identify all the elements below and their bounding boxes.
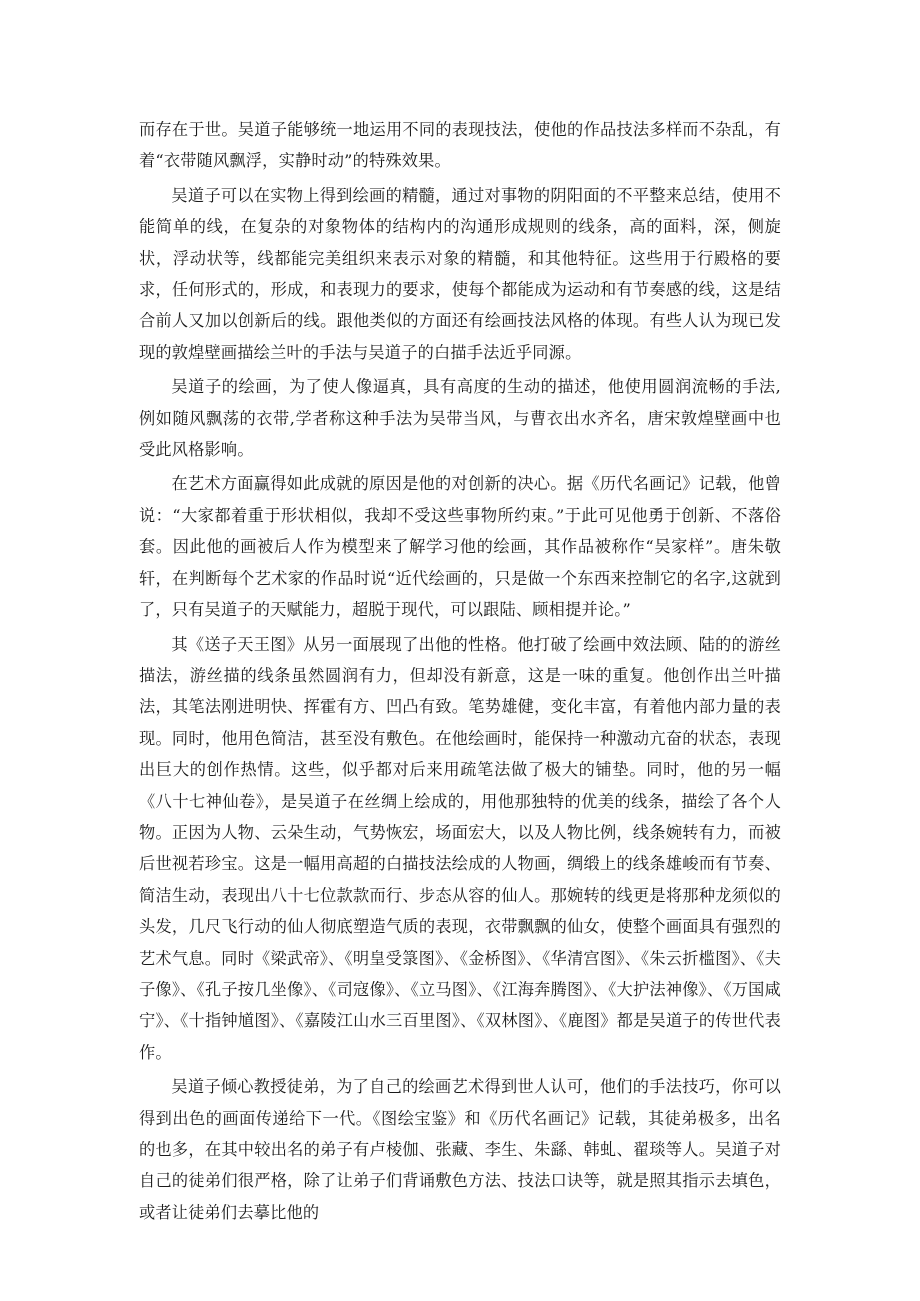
document-body bbox=[139, 114, 781, 1231]
paragraph-representative-works: 其《送子天王图》从另一面展现了出他的性格。他打破了绘画中效法顾、陆的的游丝描法，游丝描的线条虽然圆润有力，但却没有新意，这是一味的重复。他创作出兰叶描法，其笔法刚进明快、挥霍有方、凹凸有致。笔势雄健，变化丰富，有着他内部力量的表现。同时，他用色简洁，甚至没有敷色。在他绘画时，能保持一种激动亢奋的状态，表现出巨大的创作热情。这些，似乎都对后来用疏笔法做了极大的铺垫。同时，他的另一幅《八十七神仙卷》，是吴道子在丝绸上绘成的，用他那独特的优美的线条，描绘了各个人物。正因为人物、云朵生动，气势恢宏，场面宏大，以及人物比例，线条婉转有力，而被后世视若珍宝。这是一幅用高超的白描技法绘成的人物画，绸缎上的线条雄峻而有节奏、简洁生动，表现出八十七位款款而行、步态从容的仙人。那婉转的线更是将那种龙须似的头发，几尺飞行动的仙人彻底塑造气质的表现，衣带飘飘的仙女，使整个画面具有强烈的艺术气息。同时《梁武帝》、《明皇受箓图》、《金桥图》、《华清宫图》、《朱云折槛图》、《夫子像》、《孔子按几坐像》、《司寇像》、《立马图》、《江海奔腾图》、《大护法神像》、《万国咸宁》、《十指钟馗图》、《嘉陵江山水三百里图》、《双林图》、《鹿图》都是吴道子的传世代表作。 bbox=[139, 634, 781, 1062]
paragraph-innovation: 在艺术方面赢得如此成就的原因是他的对创新的决心。据《历代名画记》记载，他曾说：“大家都着重于形状相似，我却不受这些事物所约束。”于此可见他勇于创新、不落俗套。因此他的画被后人作为模型来了解学习他的绘画，其作品被称作“吴家样”。唐朱敬轩，在判断每个艺术家的作品时说“近代绘画的，只是做一个东西来控制它的名字,这就到了，只有吴道子的天赋能力，超脱于现代，可以跟陆、顾相提并论。” bbox=[139, 474, 781, 620]
paragraph-line-technique: 吴道子可以在实物上得到绘画的精髓，通过对事物的阴阳面的不平整来总结，使用不能简单的线，在复杂的对象物体的结构内的沟通形成规则的线条，高的面料，深，侧旋状，浮动状等，线都能完美组织来表示对象的精髓，和其他特征。这些用于行殿格的要求，任何形式的，形成，和表现力的要求，使每个都能成为运动和有节奏感的线，这是结合前人又加以创新后的线。跟他类似的方面还有绘画技法风格的体现。有些人认为现已发现的敦煌壁画描绘兰叶的手法与吴道子的白描手法近乎同源。 bbox=[139, 185, 781, 362]
paragraph-wu-dai-dang-feng: 吴道子的绘画，为了使人像逼真，具有高度的生动的描述，他使用圆润流畅的手法,例如随风飘荡的衣带,学者称这种手法为吴带当风，与曹衣出水齐名，唐宋敦煌壁画中也受此风格影响。 bbox=[139, 377, 781, 460]
paragraph-disciples: 吴道子倾心教授徒弟，为了自己的绘画艺术得到世人认可，他们的手法技巧，你可以得到出色的画面传递给下一代。《图绘宝鉴》和《历代名画记》记载，其徒弟极多，出名的也多，在其中较出名的弟子有卢棱伽、张藏、李生、朱繇、韩虬、翟琰等人。吴道子对自己的徒弟们很严格，除了让弟子们背诵敷色方法、技法口诀等，就是照其指示去填色，或者让徒弟们去摹比他的 bbox=[139, 1077, 781, 1222]
paragraph-continuation: 而存在于世。吴道子能够统一地运用不同的表现技法，使他的作品技法多样而不杂乱，有着“衣带随风飘浮，实静时动”的特殊效果。 bbox=[139, 120, 781, 171]
